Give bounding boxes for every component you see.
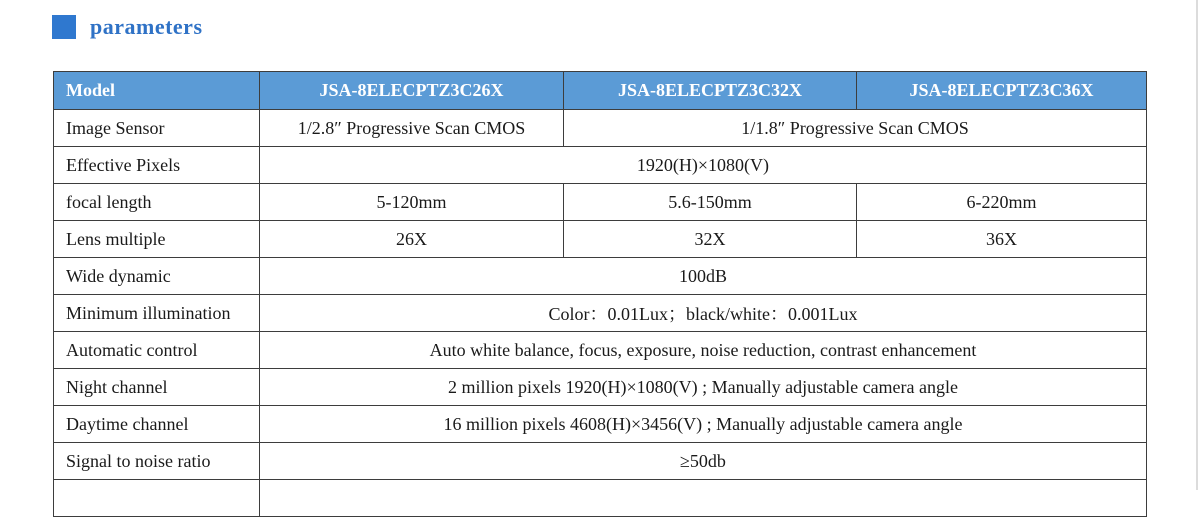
right-divider [1196,0,1198,490]
table-row [54,332,1147,369]
table-row [54,443,1147,480]
cell-value: Auto white balance, focus, exposure, noise reduction, contrast enhancement [260,332,1147,369]
table-row [54,147,1147,184]
row-label: Minimum illumination [54,295,260,332]
table-row [54,221,1147,258]
table-row [54,369,1147,406]
cell-value: 36X [857,221,1147,258]
square-marker-icon [52,15,76,39]
table-row-cut-off [54,480,1147,517]
row-label: Signal to noise ratio [54,443,260,480]
row-label: Daytime channel [54,406,260,443]
row-label: Night channel [54,369,260,406]
header-model-26x: JSA-8ELECPTZ3C26X [260,72,564,110]
row-label: Effective Pixels [54,147,260,184]
cell-value: 1920(H)×1080(V) [260,147,1147,184]
cell-value: 5-120mm [260,184,564,221]
empty-cell [54,480,260,517]
cell-value: 2 million pixels 1920(H)×1080(V) ; Manually adjustable camera angle [260,369,1147,406]
cell-value: 32X [564,221,857,258]
section-title: parameters [90,14,203,39]
header-model-36x: JSA-8ELECPTZ3C36X [857,72,1147,110]
cell-value: 5.6-150mm [564,184,857,221]
cell-value: 100dB [260,258,1147,295]
cell-value: 1/2.8″ Progressive Scan CMOS [260,110,564,147]
cell-value: ≥50db [260,443,1147,480]
parameters-table [53,71,1147,517]
table-row [54,406,1147,443]
cell-value: 16 million pixels 4608(H)×3456(V) ; Manually adjustable camera angle [260,406,1147,443]
table-row [54,184,1147,221]
empty-cell [260,480,1147,517]
section-heading [52,12,203,42]
cell-value: Color：0.01Lux；black/white：0.001Lux [260,295,1147,332]
row-label: Image Sensor [54,110,260,147]
table-row [54,295,1147,332]
cell-value: 26X [260,221,564,258]
row-label: focal length [54,184,260,221]
header-model: Model [54,72,260,110]
table-header-row [54,72,1147,110]
row-label: Lens multiple [54,221,260,258]
row-label: Automatic control [54,332,260,369]
cell-value: 6-220mm [857,184,1147,221]
header-model-32x: JSA-8ELECPTZ3C32X [564,72,857,110]
cell-value: 1/1.8″ Progressive Scan CMOS [564,110,1147,147]
row-label: Wide dynamic [54,258,260,295]
table-row [54,258,1147,295]
table-row [54,110,1147,147]
